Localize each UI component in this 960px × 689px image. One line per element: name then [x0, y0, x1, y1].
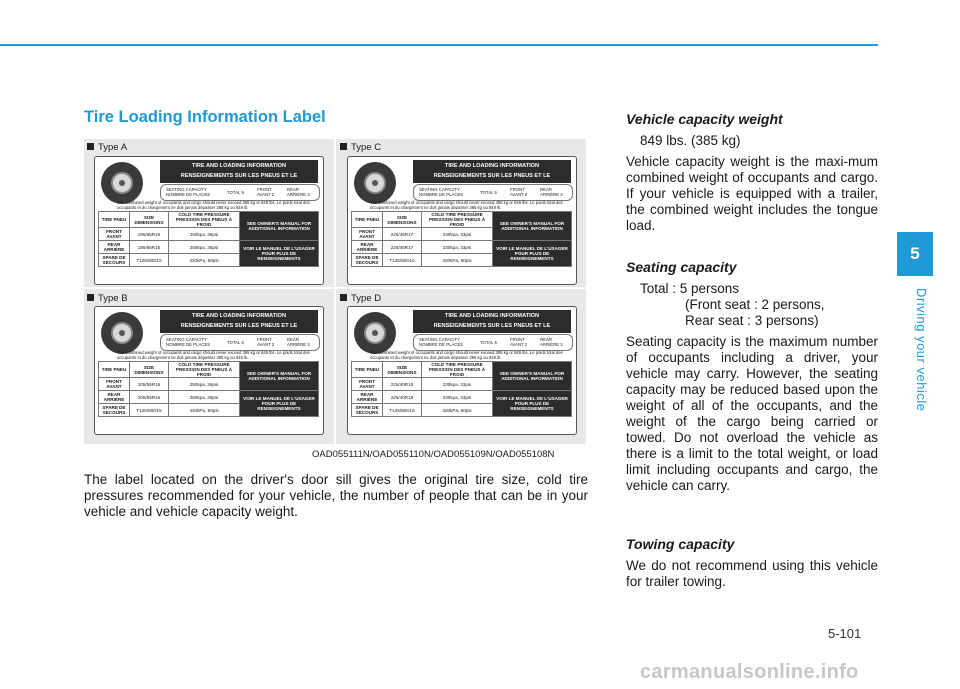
- figure-divider-horizontal: [84, 287, 586, 289]
- label-header: TIRE AND LOADING INFORMATION RENSEIGNEMENTS SUR LES PNEUS ET LE CHARGEMENT: [413, 310, 571, 333]
- table-cell: 225/45R17: [383, 241, 422, 254]
- square-bullet-icon: [340, 143, 347, 150]
- table-cell: 250kpa, 36psi: [169, 391, 240, 404]
- table-cell: VOIR LE MANUEL DE L'USAGER POUR PLUS DE RENSEIGNEMENTS: [240, 241, 319, 267]
- table-cell: COLD TIRE PRESSURE PRESSION DES PNEUS À FROID: [422, 362, 493, 378]
- seating-front: (Front seat : 2 persons,: [685, 297, 825, 312]
- type-c-label: Type C: [340, 142, 381, 153]
- table-cell: VOIR LE MANUEL DE L'USAGER POUR PLUS DE RENSEIGNEMENTS: [240, 391, 319, 417]
- table-cell: TIRE PNEU: [99, 362, 130, 378]
- table-cell: 250kpa, 36psi: [169, 241, 240, 254]
- table-cell: TIRE PNEU: [99, 212, 130, 228]
- tire-icon: [101, 162, 143, 204]
- seating-capacity-row: SEATING CAPACITY NOMBRE DE PLACES TOTAL 5 FRONT AVANT 2 REAR ARRIÈRE 3: [413, 334, 573, 351]
- table-cell: 230kpa, 33psi: [422, 228, 493, 241]
- seating-rear: Rear seat : 3 persons): [685, 313, 819, 328]
- tire-icon: [354, 162, 396, 204]
- section-title: Tire Loading Information Label: [84, 108, 326, 126]
- table-cell: SEE OWNER'S MANUAL FOR ADDITIONAL INFORMATION: [493, 212, 572, 241]
- vehicle-capacity-text: Vehicle capacity weight is the maxi-mum combined weight of occupants and cargo. If your vehicle is equipped with a trailer, the combined weight includes the tongue load.: [626, 154, 878, 233]
- tire-pressure-table: [98, 361, 319, 417]
- square-bullet-icon: [87, 294, 94, 301]
- table-cell: TIRE PNEU: [352, 212, 383, 228]
- table-cell: SEE OWNER'S MANUAL FOR ADDITIONAL INFORMATION: [240, 362, 319, 391]
- table-cell: 420kPa, 60psi: [422, 404, 493, 417]
- table-cell: SPARE DE SECOURS: [99, 254, 130, 267]
- seating-capacity-text: Seating capacity is the maximum number of occupants including a driver, your vehicle may carry. However, the seating capacity may be reduced based upon the weight of all of the occupants, and the weight of the cargo being carried or towed. Do not overload the vehicle as there is a limit to the total weight, or load limit including occupants and cargo, the vehicle can carry.: [626, 334, 878, 493]
- chapter-title-vertical: Driving your vehicle: [914, 288, 929, 412]
- table-cell: COLD TIRE PRESSURE PRESSION DES PNEUS À FROID: [169, 212, 240, 228]
- table-cell: SEE OWNER'S MANUAL FOR ADDITIONAL INFORMATION: [240, 212, 319, 241]
- table-cell: REAR ARRIÈRE: [99, 241, 130, 254]
- table-cell: SEE OWNER'S MANUAL FOR ADDITIONAL INFORMATION: [493, 362, 572, 391]
- type-d-label: Type D: [340, 293, 381, 304]
- towing-capacity-heading: Towing capacity: [626, 536, 735, 552]
- table-cell: 230kpa, 33psi: [422, 241, 493, 254]
- table-cell: T125/80D16: [383, 404, 422, 417]
- table-cell: 420kPa, 60psi: [422, 254, 493, 267]
- figure-divider-vertical: [334, 139, 336, 444]
- table-cell: COLD TIRE PRESSURE PRESSION DES PNEUS À FROID: [169, 362, 240, 378]
- table-cell: 420kPa, 60psi: [169, 254, 240, 267]
- square-bullet-icon: [87, 143, 94, 150]
- table-cell: VOIR LE MANUEL DE L'USAGER POUR PLUS DE RENSEIGNEMENTS: [493, 241, 572, 267]
- tire-label-card: [347, 156, 577, 285]
- seating-capacity-row: SEATING CAPACITY NOMBRE DE PLACES TOTAL 5 FRONT AVANT 2 REAR ARRIÈRE 3: [413, 184, 573, 201]
- combined-weight-text: The combined weight of occupants and cargo should never exceed 385 kg or 849 lbs. Le poids total des occupants et du chargement ne doit jamais dépasser 385 kg ou 849 lb.: [370, 200, 563, 210]
- table-cell: 230kpa, 33psi: [422, 391, 493, 404]
- tire-label-card: [347, 306, 577, 435]
- tire-pressure-table: [351, 211, 572, 267]
- table-cell: FRONT AVANT: [352, 228, 383, 241]
- table-cell: SIZE DIMENSIONS: [383, 212, 422, 228]
- table-cell: 250kpa, 36psi: [169, 378, 240, 391]
- table-cell: 420kPa, 60psi: [169, 404, 240, 417]
- table-cell: SIZE DIMENSIONS: [130, 212, 169, 228]
- combined-weight-text: The combined weight of occupants and cargo should never exceed 385 kg or 849 lbs. Le poids total des occupants et du chargement ne doit jamais dépasser 385 kg ou 849 lb.: [370, 350, 563, 360]
- table-cell: VOIR LE MANUEL DE L'USAGER POUR PLUS DE RENSEIGNEMENTS: [493, 391, 572, 417]
- type-b-label: Type B: [87, 293, 128, 304]
- type-a-label: Type A: [87, 142, 127, 153]
- vehicle-capacity-heading: Vehicle capacity weight: [626, 111, 783, 127]
- table-cell: 225/45R17: [383, 228, 422, 241]
- table-cell: 225/40R18: [383, 391, 422, 404]
- chapter-number-tab: 5: [897, 232, 933, 276]
- vehicle-capacity-value: 849 lbs. (385 kg): [640, 133, 741, 148]
- page-number: 5-101: [828, 626, 862, 641]
- table-cell: 195/65R15: [130, 241, 169, 254]
- table-cell: 250kpa, 36psi: [169, 228, 240, 241]
- towing-capacity-text: We do not recommend using this vehicle for trailer towing.: [626, 558, 878, 589]
- tire-icon: [354, 312, 396, 354]
- square-bullet-icon: [340, 294, 347, 301]
- combined-weight-text: The combined weight of occupants and cargo should never exceed 385 kg or 849 lbs. Le poids total des occupants et du chargement ne doit jamais dépasser 385 kg ou 849 lb.: [117, 200, 310, 210]
- table-cell: SPARE DE SECOURS: [352, 254, 383, 267]
- tire-pressure-table: [351, 361, 572, 417]
- combined-weight-text: The combined weight of occupants and cargo should never exceed 385 kg or 849 lbs. Le poids total des occupants et du chargement ne doit jamais dépasser 385 kg ou 849 lb.: [117, 350, 310, 360]
- table-cell: 205/55R16: [130, 391, 169, 404]
- tire-pressure-table: [98, 211, 319, 267]
- table-cell: 230kpa, 33psi: [422, 378, 493, 391]
- table-cell: REAR ARRIÈRE: [352, 391, 383, 404]
- table-cell: 225/40R18: [383, 378, 422, 391]
- tire-label-card: [94, 306, 324, 435]
- table-cell: FRONT AVANT: [99, 228, 130, 241]
- table-cell: T125/80D15: [383, 254, 422, 267]
- table-cell: FRONT AVANT: [99, 378, 130, 391]
- tire-label-card: [94, 156, 324, 285]
- table-cell: 195/65R15: [130, 228, 169, 241]
- seating-capacity-row: SEATING CAPACITY NOMBRE DE PLACES TOTAL 5 FRONT AVANT 2 REAR ARRIÈRE 3: [160, 184, 320, 201]
- watermark: carmanualsonline.info: [640, 661, 859, 683]
- seating-total: Total : 5 persons: [640, 281, 740, 296]
- header-rule: [0, 44, 878, 46]
- table-cell: 205/55R16: [130, 378, 169, 391]
- table-cell: REAR ARRIÈRE: [99, 391, 130, 404]
- tire-icon: [101, 312, 143, 354]
- seating-capacity-row: SEATING CAPACITY NOMBRE DE PLACES TOTAL 5 FRONT AVANT 2 REAR ARRIÈRE 3: [160, 334, 320, 351]
- label-header: TIRE AND LOADING INFORMATION RENSEIGNEMENTS SUR LES PNEUS ET LE CHARGEMENT: [160, 310, 318, 333]
- table-cell: SPARE DE SECOURS: [352, 404, 383, 417]
- label-header: TIRE AND LOADING INFORMATION RENSEIGNEMENTS SUR LES PNEUS ET LE CHARGEMENT: [413, 160, 571, 183]
- table-cell: COLD TIRE PRESSURE PRESSION DES PNEUS À FROID: [422, 212, 493, 228]
- label-header: TIRE AND LOADING INFORMATION RENSEIGNEMENTS SUR LES PNEUS ET LE CHARGEMENT: [160, 160, 318, 183]
- body-paragraph: The label located on the driver's door sill gives the original tire size, cold tire pressures recommended for your vehicle, the number of people that can be in your vehicle and vehicle capacity weight.: [84, 472, 588, 519]
- table-cell: SIZE DIMENSIONS: [383, 362, 422, 378]
- table-cell: T125/80D15: [130, 254, 169, 267]
- seating-capacity-heading: Seating capacity: [626, 259, 737, 275]
- figure-caption: OAD055111N/OAD055110N/OAD055109N/OAD055108N: [312, 449, 555, 460]
- table-cell: REAR ARRIÈRE: [352, 241, 383, 254]
- table-cell: TIRE PNEU: [352, 362, 383, 378]
- table-cell: SPARE DE SECOURS: [99, 404, 130, 417]
- table-cell: FRONT AVANT: [352, 378, 383, 391]
- table-cell: T125/80D15: [130, 404, 169, 417]
- table-cell: SIZE DIMENSIONS: [130, 362, 169, 378]
